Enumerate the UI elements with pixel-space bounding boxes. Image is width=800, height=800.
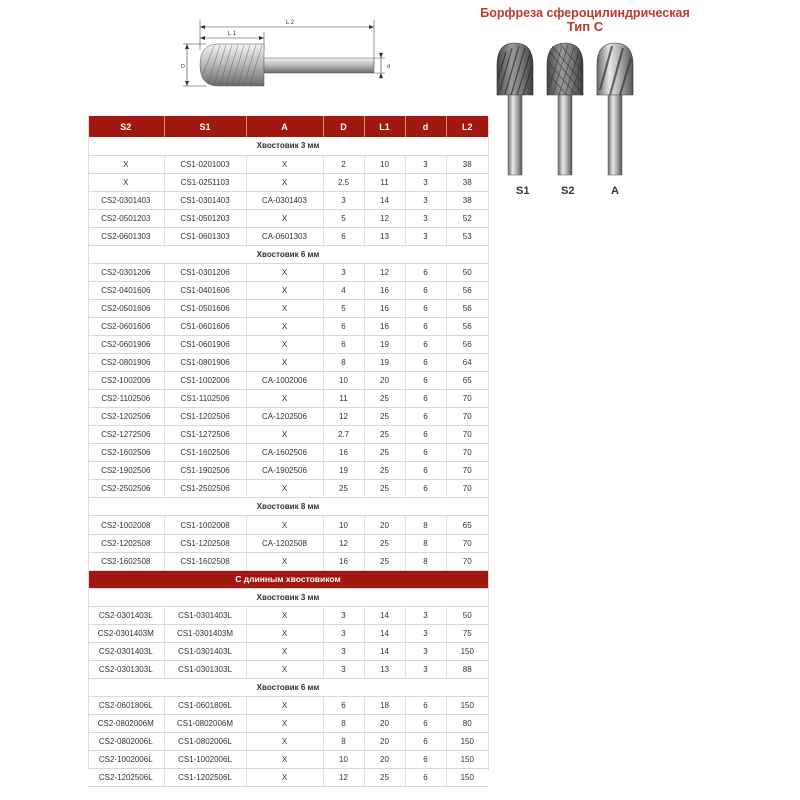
table-cell: 3 (405, 173, 446, 191)
table-cell: 6 (405, 444, 446, 462)
table-cell: 16 (323, 552, 364, 570)
table-cell: 8 (405, 552, 446, 570)
section-banner-row (88, 570, 488, 588)
table-cell: 6 (323, 696, 364, 714)
table-cell: X (246, 516, 323, 534)
table-cell: 12 (323, 408, 364, 426)
table-cell: X (246, 660, 323, 678)
table-cell: 70 (446, 552, 488, 570)
table-cell: 3 (405, 227, 446, 245)
column-header-d-diameter: D (323, 116, 364, 137)
table-cell: 70 (446, 480, 488, 498)
table-cell: 3 (323, 660, 364, 678)
table-cell: 38 (446, 155, 488, 173)
table-cell: 70 (446, 462, 488, 480)
table-cell: 6 (405, 462, 446, 480)
table-cell: CS2-0301403L (88, 606, 164, 624)
table-cell: CS1-1102506 (164, 390, 246, 408)
table-cell: 12 (364, 209, 405, 227)
table-cell: CS1-1202506 (164, 408, 246, 426)
table-cell: 70 (446, 408, 488, 426)
table-cell: 25 (364, 444, 405, 462)
group-header-row (88, 245, 488, 263)
table-cell: CS1-0301403L (164, 606, 246, 624)
dim-l2-label: L 2 (286, 20, 295, 26)
table-cell: 75 (446, 624, 488, 642)
table-cell: 52 (446, 209, 488, 227)
table-cell: CS1-0601906 (164, 336, 246, 354)
table-cell: 3 (323, 642, 364, 660)
table-cell: CS1-0501606 (164, 299, 246, 317)
table-row (88, 733, 488, 751)
table-cell: CS1-0501203 (164, 209, 246, 227)
table-cell: CS1-1902506 (164, 462, 246, 480)
table-cell: CA-0301403 (246, 191, 323, 209)
table-cell: CS1-0301403M (164, 624, 246, 642)
table-row (88, 624, 488, 642)
table-cell: 16 (323, 444, 364, 462)
table-row (88, 408, 488, 426)
table-cell: CS1-0301403 (164, 191, 246, 209)
table-cell: CS2-1902506 (88, 462, 164, 480)
table-row (88, 642, 488, 660)
section-banner-label: С длинным хвостовиком (88, 570, 488, 588)
table-cell: CS2-0501606 (88, 299, 164, 317)
table-cell: 14 (364, 624, 405, 642)
table-cell: CS1-1002006 (164, 372, 246, 390)
table-cell: 8 (323, 733, 364, 751)
table-cell: X (246, 209, 323, 227)
burr-s2-image (547, 43, 583, 175)
table-cell: 10 (323, 516, 364, 534)
table-cell: X (246, 317, 323, 335)
burr-photos (492, 40, 642, 200)
table-row (88, 516, 488, 534)
table-cell: X (246, 426, 323, 444)
table-cell: CS2-1202506 (88, 408, 164, 426)
table-cell: 25 (364, 534, 405, 552)
table-row (88, 462, 488, 480)
table-cell: CS1-0601606 (164, 317, 246, 335)
dim-l1-label: L 1 (228, 31, 237, 37)
table-row (88, 281, 488, 299)
table-cell: 3 (405, 660, 446, 678)
table-cell: 2 (323, 155, 364, 173)
table-cell: 19 (364, 336, 405, 354)
table-cell: CA-1202508 (246, 534, 323, 552)
table-row (88, 317, 488, 335)
table-cell: 25 (364, 408, 405, 426)
table-cell: CS2-0301403M (88, 624, 164, 642)
table-cell: 56 (446, 299, 488, 317)
table-cell: CS2-0601906 (88, 336, 164, 354)
table-cell: 14 (364, 191, 405, 209)
table-cell: X (246, 696, 323, 714)
table-cell: 20 (364, 516, 405, 534)
table-cell: CS1-2502506 (164, 480, 246, 498)
table-cell: CS1-1202506L (164, 769, 246, 787)
table-cell: 8 (323, 715, 364, 733)
table-cell: CS2-1202508 (88, 534, 164, 552)
table-cell: 25 (364, 480, 405, 498)
table-cell: 20 (364, 372, 405, 390)
table-row (88, 372, 488, 390)
table-cell: 6 (405, 263, 446, 281)
table-cell: 12 (323, 534, 364, 552)
burr-label-s1: S1 (516, 185, 530, 197)
group-header-row (88, 588, 488, 606)
table-cell: X (246, 624, 323, 642)
table-cell: X (88, 173, 164, 191)
table-cell: X (246, 263, 323, 281)
table-cell: X (246, 480, 323, 498)
table-cell: 6 (405, 408, 446, 426)
table-cell: CS1-1272506 (164, 426, 246, 444)
product-title (478, 6, 692, 34)
table-cell: 6 (405, 281, 446, 299)
table-cell: CS2-0601606 (88, 317, 164, 335)
table-cell: 3 (405, 606, 446, 624)
table-cell: 150 (446, 751, 488, 769)
table-row (88, 751, 488, 769)
table-cell: 50 (446, 606, 488, 624)
table-cell: 11 (364, 173, 405, 191)
table-cell: 25 (364, 769, 405, 787)
table-row (88, 227, 488, 245)
table-cell: 13 (364, 660, 405, 678)
table-row (88, 173, 488, 191)
group-header-label: Хвостовик 3 мм (88, 588, 488, 606)
group-header-label: Хвостовик 6 мм (88, 678, 488, 696)
table-cell: 16 (364, 317, 405, 335)
table-cell: 20 (364, 751, 405, 769)
table-cell: CS2-1002006L (88, 751, 164, 769)
table-cell: 10 (323, 751, 364, 769)
table-cell: 8 (405, 534, 446, 552)
table-cell: CA-1002006 (246, 372, 323, 390)
burr-label-a: A (611, 185, 619, 197)
group-header-row (88, 498, 488, 516)
table-cell: 70 (446, 390, 488, 408)
table-cell: 8 (405, 516, 446, 534)
table-cell: CS1-0802006M (164, 715, 246, 733)
table-cell: 38 (446, 173, 488, 191)
table-cell: 3 (405, 624, 446, 642)
burr-a-image (597, 43, 633, 175)
table-cell: 70 (446, 444, 488, 462)
table-cell: CS2-0501203 (88, 209, 164, 227)
column-header-l2: L2 (446, 116, 488, 137)
burr-label-s2: S2 (561, 185, 575, 197)
table-cell: CA-1902506 (246, 462, 323, 480)
table-cell: 12 (323, 769, 364, 787)
table-cell: 6 (405, 751, 446, 769)
table-cell: 6 (405, 769, 446, 787)
table-row (88, 354, 488, 372)
table-cell: X (246, 642, 323, 660)
group-header-label: Хвостовик 6 мм (88, 245, 488, 263)
table-cell: 3 (323, 624, 364, 642)
table-cell: CA-0601303 (246, 227, 323, 245)
table-cell: CS2-0301206 (88, 263, 164, 281)
table-cell: CA-1202506 (246, 408, 323, 426)
table-cell: 6 (405, 354, 446, 372)
table-row (88, 534, 488, 552)
group-header-label: Хвостовик 8 мм (88, 498, 488, 516)
table-cell: X (246, 769, 323, 787)
table-cell: CS1-0601303 (164, 227, 246, 245)
table-cell: CS1-1002008 (164, 516, 246, 534)
table-cell: CS1-0601806L (164, 696, 246, 714)
burr-technical-drawing (178, 14, 408, 94)
table-cell: 38 (446, 191, 488, 209)
table-cell: 6 (405, 299, 446, 317)
table-cell: 150 (446, 642, 488, 660)
table-cell: 10 (323, 372, 364, 390)
table-cell: 3 (323, 263, 364, 281)
table-cell: CS2-2502506 (88, 480, 164, 498)
table-cell: 50 (446, 263, 488, 281)
table-cell: X (246, 336, 323, 354)
table-cell: 25 (364, 462, 405, 480)
table-cell: 25 (364, 390, 405, 408)
table-cell: X (246, 354, 323, 372)
column-header-d-shank: d (405, 116, 446, 137)
table-cell: X (246, 155, 323, 173)
table-cell: 20 (364, 715, 405, 733)
table-cell: CS2-1002008 (88, 516, 164, 534)
table-row (88, 660, 488, 678)
table-cell: CS1-1002006L (164, 751, 246, 769)
table-header-row (88, 116, 488, 137)
table-cell: 18 (364, 696, 405, 714)
table-cell: 14 (364, 642, 405, 660)
table-cell: X (246, 606, 323, 624)
product-title-line2: Тип С (566, 19, 604, 34)
table-cell: CS2-0601303 (88, 227, 164, 245)
table-cell: 6 (323, 227, 364, 245)
table-row (88, 480, 488, 498)
table-cell: CS2-0802006M (88, 715, 164, 733)
table-row (88, 769, 488, 787)
table-body (88, 137, 488, 787)
table-cell: CS2-0401606 (88, 281, 164, 299)
specification-table (88, 116, 488, 787)
table-row (88, 155, 488, 173)
table-cell: 70 (446, 426, 488, 444)
table-row (88, 263, 488, 281)
table-cell: CS2-1602508 (88, 552, 164, 570)
table-cell: CS2-1102506 (88, 390, 164, 408)
table-cell: X (246, 715, 323, 733)
product-title-line1: Борфреза сфероцилиндрическая (480, 6, 690, 20)
table-cell: 20 (364, 733, 405, 751)
table-cell: 6 (405, 317, 446, 335)
table-cell: 5 (323, 209, 364, 227)
table-cell: X (246, 733, 323, 751)
table-cell: 2.7 (323, 426, 364, 444)
burr-s1-image (497, 43, 533, 175)
table-cell: 6 (405, 390, 446, 408)
table-cell: 88 (446, 660, 488, 678)
table-cell: CS2-1202506L (88, 769, 164, 787)
table-cell: 2.5 (323, 173, 364, 191)
table-row (88, 299, 488, 317)
table-cell: 6 (323, 336, 364, 354)
column-header-s1: S1 (164, 116, 246, 137)
table-cell: 3 (405, 209, 446, 227)
table-cell: CS1-0251103 (164, 173, 246, 191)
table-cell: 16 (364, 299, 405, 317)
table-cell: X (246, 390, 323, 408)
column-header-s2: S2 (88, 116, 164, 137)
table-cell: X (246, 751, 323, 769)
table-cell: CS1-1602506 (164, 444, 246, 462)
table-cell: 3 (323, 606, 364, 624)
table-cell: 3 (323, 191, 364, 209)
column-header-a: A (246, 116, 323, 137)
table-cell: 53 (446, 227, 488, 245)
table-cell: X (246, 173, 323, 191)
table-cell: 3 (405, 642, 446, 660)
table-cell: 19 (323, 462, 364, 480)
dim-small-d-label: d (387, 64, 391, 70)
table-cell: 65 (446, 372, 488, 390)
group-header-row (88, 137, 488, 155)
table-row (88, 552, 488, 570)
table-cell: CS2-1002006 (88, 372, 164, 390)
table-cell: 4 (323, 281, 364, 299)
table-cell: 6 (405, 480, 446, 498)
table-cell: CS1-0201003 (164, 155, 246, 173)
table-cell: CS2-1272506 (88, 426, 164, 444)
table-row (88, 191, 488, 209)
table-cell: 25 (364, 552, 405, 570)
table-cell: 5 (323, 299, 364, 317)
table-cell: 19 (364, 354, 405, 372)
table-cell: 6 (405, 696, 446, 714)
table-cell: CS1-1602508 (164, 552, 246, 570)
table-cell: 70 (446, 534, 488, 552)
table-row (88, 426, 488, 444)
table-cell: 12 (364, 263, 405, 281)
table-cell: 56 (446, 336, 488, 354)
table-cell: 6 (405, 715, 446, 733)
table-cell: 56 (446, 281, 488, 299)
table-cell: 10 (364, 155, 405, 173)
table-cell: X (246, 299, 323, 317)
table-cell: 13 (364, 227, 405, 245)
table-cell: 64 (446, 354, 488, 372)
table-cell: 11 (323, 390, 364, 408)
dim-d-label: D (181, 64, 185, 70)
table-cell: CS2-0801906 (88, 354, 164, 372)
table-cell: 14 (364, 606, 405, 624)
table-cell: 16 (364, 281, 405, 299)
column-header-l1: L1 (364, 116, 405, 137)
table-cell: 25 (323, 480, 364, 498)
table-cell: 65 (446, 516, 488, 534)
table-cell: CS1-0802006L (164, 733, 246, 751)
table-cell: 150 (446, 696, 488, 714)
table-row (88, 390, 488, 408)
table-row (88, 715, 488, 733)
group-header-row (88, 678, 488, 696)
table-cell: 6 (323, 317, 364, 335)
table-cell: 150 (446, 733, 488, 751)
table-cell: CS1-0301403L (164, 642, 246, 660)
table-row (88, 444, 488, 462)
table-cell: 6 (405, 733, 446, 751)
table-cell: 56 (446, 317, 488, 335)
table-cell: CS1-1202508 (164, 534, 246, 552)
table-cell: 6 (405, 426, 446, 444)
table-cell: X (246, 281, 323, 299)
table-cell: X (88, 155, 164, 173)
group-header-label: Хвостовик 3 мм (88, 137, 488, 155)
table-cell: CS1-0301206 (164, 263, 246, 281)
table-cell: CS2-1602506 (88, 444, 164, 462)
table-cell: 6 (405, 372, 446, 390)
table-cell: CS2-0301403 (88, 191, 164, 209)
table-cell: 3 (405, 191, 446, 209)
table-cell: 25 (364, 426, 405, 444)
table-cell: 150 (446, 769, 488, 787)
table-row (88, 696, 488, 714)
table-cell: 80 (446, 715, 488, 733)
table-cell: 6 (405, 336, 446, 354)
table-cell: CS2-0601806L (88, 696, 164, 714)
table-cell: CA-1602506 (246, 444, 323, 462)
table-cell: 3 (405, 155, 446, 173)
table-cell: CS1-0401606 (164, 281, 246, 299)
table-row (88, 606, 488, 624)
table-row (88, 209, 488, 227)
table-cell: CS2-0802006L (88, 733, 164, 751)
table-cell: CS2-0301403L (88, 642, 164, 660)
table-cell: 8 (323, 354, 364, 372)
table-row (88, 336, 488, 354)
table-cell: CS2-0301303L (88, 660, 164, 678)
table-cell: X (246, 552, 323, 570)
table-cell: CS1-0801906 (164, 354, 246, 372)
table-cell: CS1-0301303L (164, 660, 246, 678)
